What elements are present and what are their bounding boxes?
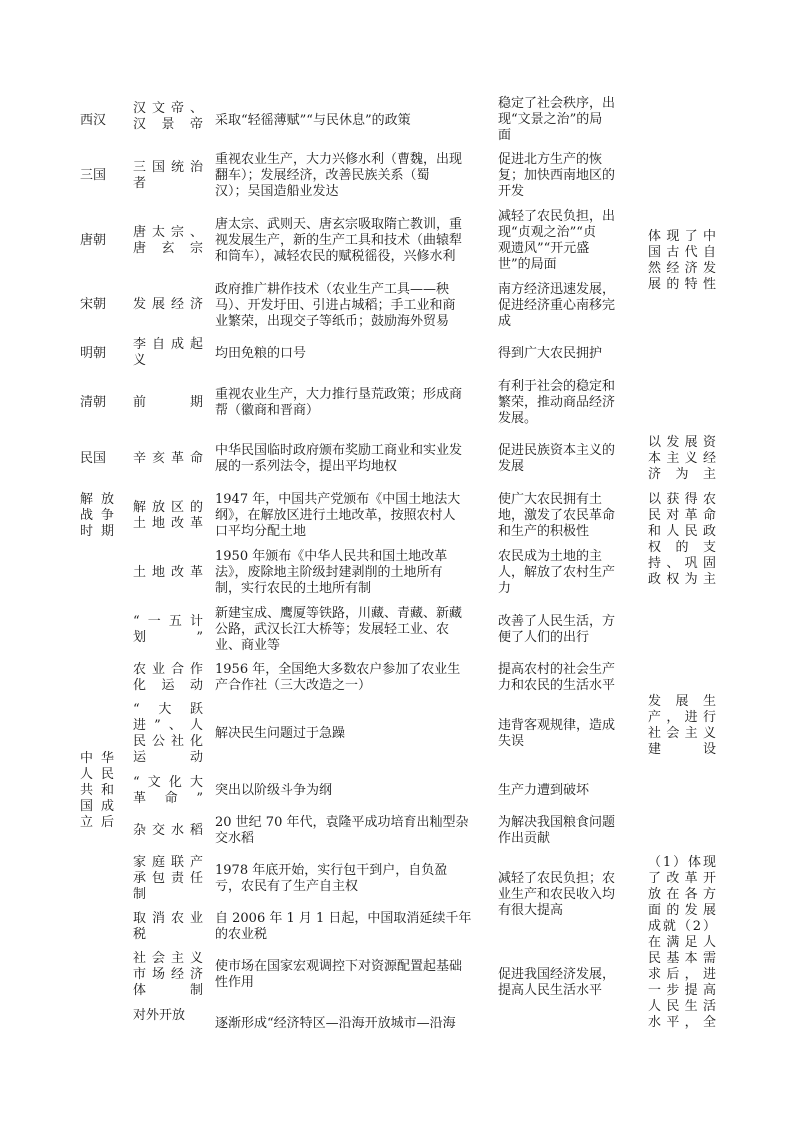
era-cell: 清朝 bbox=[80, 395, 107, 410]
subject-cell: 取消农业 税 bbox=[133, 911, 203, 942]
effect-cell: 减轻了农民负担，出 现“贞观之治”“贞 观遗风”“开元盛 世”的局面 bbox=[498, 209, 616, 272]
measure-cell: 1950 年颁布《中华人民共和国土地改革 法》，废除地主阶级封建剥削的土地所有 制，实行农民的土地所有制 bbox=[215, 549, 448, 596]
summary-cell: 发展生 产，进行 社会主义 建设 bbox=[648, 694, 716, 757]
subject-cell: 发展经济 bbox=[133, 297, 203, 312]
era-cell: 解放 战争 时期 bbox=[80, 492, 114, 539]
subject-cell: 辛亥革命 bbox=[133, 451, 203, 466]
subject-cell: 三国统治 者 bbox=[133, 160, 203, 191]
subject-cell: 土地改革 bbox=[133, 565, 203, 580]
measure-cell: 1978 年底开始，实行包干到户，自负盈 亏，农民有了生产自主权 bbox=[215, 863, 448, 894]
era-cell: 明朝 bbox=[80, 346, 107, 361]
era-cell: 宋朝 bbox=[80, 297, 107, 312]
era-cell: 中华 人民 共和 国成 立后 bbox=[80, 751, 114, 830]
subject-cell: 农业合作 化运动 bbox=[133, 662, 203, 693]
measure-cell: 突出以阶级斗争为纲 bbox=[215, 783, 333, 798]
subject-cell: “大跃 进”、人 民公社化 运动 bbox=[133, 702, 203, 765]
subject-cell: 杂交水稻 bbox=[133, 823, 203, 838]
measure-cell: 均田免粮的口号 bbox=[215, 346, 307, 361]
effect-cell: 使广大农民拥有土 地，激发了农民革命 和生产的积极性 bbox=[498, 492, 616, 539]
effect-cell: 生产力遭到破坏 bbox=[498, 783, 590, 798]
measure-cell: 自 2006 年 1 月 1 日起，中国取消延续千年 的农业税 bbox=[215, 911, 472, 942]
era-cell: 民国 bbox=[80, 451, 107, 466]
effect-cell: 为解决我国粮食问题 作出贡献 bbox=[498, 815, 616, 846]
subject-cell: 对外开放 bbox=[133, 1008, 186, 1023]
measure-cell: 1947 年，中国共产党颁布《中国土地法大 纲》，在解放区进行土地改革，按照农村人 口平均分配土地 bbox=[215, 492, 461, 539]
era-cell: 唐朝 bbox=[80, 233, 107, 248]
effect-cell: 提高农村的社会生产 力和农民的生活水平 bbox=[498, 662, 616, 693]
subject-cell: 社会主义 市场经济 体制 bbox=[133, 951, 203, 998]
effect-cell: 农民成为土地的主 人，解放了农村生产 力 bbox=[498, 549, 616, 596]
measure-cell: 采取“轻徭薄赋”“与民休息”的政策 bbox=[215, 113, 411, 128]
measure-cell: 唐太宗、武则天、唐玄宗吸取隋亡教训，重 视发展生产，新的生产工具和技术（曲辕犁 和筒车），减轻农民的赋税徭役，兴修水利 bbox=[215, 217, 463, 264]
subject-cell: 李自成起 义 bbox=[133, 337, 203, 368]
effect-cell: 减轻了农民负担；农 业生产和农民收入均 有很大提高 bbox=[498, 871, 616, 918]
subject-cell: 前期 bbox=[133, 395, 203, 410]
subject-cell: “一五计 划” bbox=[133, 614, 203, 645]
effect-cell: 有利于社会的稳定和 繁荣，推动商品经济 发展。 bbox=[498, 379, 616, 426]
era-cell: 西汉 bbox=[80, 113, 107, 128]
effect-cell: 南方经济迅速发展， 促进经济重心南移完 成 bbox=[498, 282, 616, 329]
subject-cell: 家庭联产 承包责任 制 bbox=[133, 855, 203, 902]
subject-cell: “文化大 革命” bbox=[133, 775, 203, 806]
era-cell: 三国 bbox=[80, 168, 107, 183]
effect-cell: 改善了人民生活，方 便了人们的出行 bbox=[498, 614, 616, 645]
measure-cell: 1956 年，全国绝大多数农户参加了农业生 产合作社（三大改造之一） bbox=[215, 662, 461, 693]
effect-cell: 促进民族资本主义的 发展 bbox=[498, 443, 616, 474]
subject-cell: 解放区的 土地改革 bbox=[133, 500, 203, 531]
summary-cell: 以获得农 民对革命 和人民政 权的支 持、巩固 政权为主 bbox=[648, 492, 716, 587]
measure-cell: 逐渐形成“经济特区—沿海开放城市—沿海 bbox=[215, 1016, 456, 1031]
measure-cell: 中华民国临时政府颁布奖励工商业和实业发 展的一系列法令，提出平均地权 bbox=[215, 443, 463, 474]
effect-cell: 得到广大农民拥护 bbox=[498, 346, 603, 361]
measure-cell: 重视农业生产，大力推行垦荒政策；形成商 帮（徽商和晋商） bbox=[215, 387, 463, 418]
subject-cell: 汉文帝、 汉景帝 bbox=[133, 101, 203, 132]
summary-cell: 体现了中 国古代自 然经济发 展的特性 bbox=[648, 229, 716, 292]
measure-cell: 政府推广耕作技术（农业生产工具——秧 马）、开发圩田、引进占城稻；手工业和商 业繁荣，出现交子等纸币；鼓励海外贸易 bbox=[215, 282, 456, 329]
effect-cell: 促进北方生产的恢 复；加快西南地区的 开发 bbox=[498, 152, 616, 199]
measure-cell: 解决民生问题过于急躁 bbox=[215, 726, 346, 741]
summary-cell: （1）体现 了改革开 放在各方 面的发展 成就（2） 在满足人 民基本需 求后，进 一步提高 人民生活 水平，全 bbox=[648, 855, 716, 1030]
effect-cell: 稳定了社会秩序，出 现“文景之治”的局 面 bbox=[498, 96, 616, 143]
measure-cell: 新建宝成、鹰厦等铁路，川藏、青藏、新藏 公路，武汉长江大桥等；发展轻工业、农 业、商业等 bbox=[215, 606, 463, 653]
effect-cell: 促进我国经济发展， 提高人民生活水平 bbox=[498, 967, 616, 998]
summary-cell: 以发展资 本主义经 济为主 bbox=[648, 435, 716, 482]
subject-cell: 唐太宗、 唐玄宗 bbox=[133, 225, 203, 256]
measure-cell: 20 世纪 70 年代，袁隆平成功培育出籼型杂 交水稻 bbox=[215, 815, 469, 846]
measure-cell: 重视农业生产，大力兴修水利（曹魏，出现 翻车）；发展经济，改善民族关系（蜀 汉）；吴国造船业发达 bbox=[215, 152, 463, 199]
effect-cell: 违背客观规律，造成 失误 bbox=[498, 718, 616, 749]
measure-cell: 使市场在国家宏观调控下对资源配置起基础 性作用 bbox=[215, 959, 463, 990]
